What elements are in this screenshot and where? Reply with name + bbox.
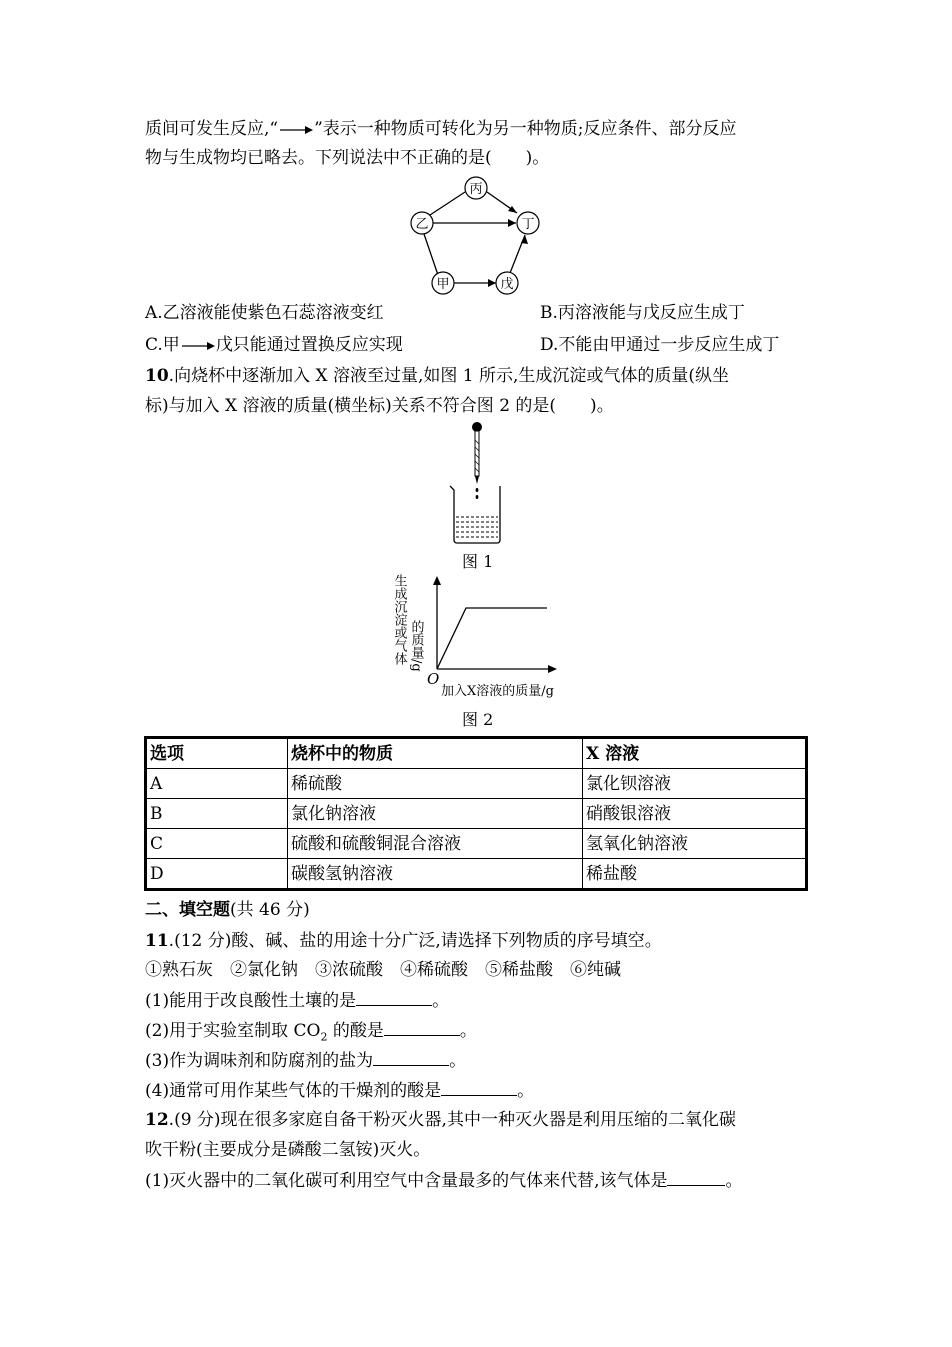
table-cell: 稀盐酸 [583, 859, 807, 890]
period: 。 [449, 1051, 467, 1071]
fig2-ylabel-1: 生成沉淀或气体 [391, 574, 407, 665]
table-cell: 硫酸和硫酸铜混合溶液 [288, 829, 583, 859]
q11-sub1-text: (1)能用于改良酸性土壤的是 [145, 991, 357, 1011]
q9-option-b: B.丙溶液能与戊反应生成丁 [540, 303, 745, 323]
q11-sub3-text: (3)作为调味剂和防腐剂的盐为 [145, 1051, 374, 1071]
table-cell: B [146, 799, 288, 829]
table-cell: 碳酸氢钠溶液 [288, 859, 583, 890]
q9-intro-text-a: 质间可发生反应,“ [145, 119, 279, 139]
q11-sub2 [145, 1019, 477, 1048]
q9-option-c-post: 戊只能通过置换反应实现 [215, 335, 403, 355]
q9-intro-line2: 物与生成物均已略去。下列说法中不正确的是( )。 [145, 148, 550, 168]
q9-option-a: A.乙溶液能使紫色石蕊溶液变红 [145, 303, 384, 323]
q11-sub2-text-b: 的酸是 [327, 1021, 384, 1041]
figure1-caption: 图 1 [462, 552, 494, 571]
q9-option-d: D.不能由甲通过一步反应生成丁 [540, 335, 780, 355]
q11-sub3 [145, 1049, 466, 1072]
figure2-graph [385, 572, 570, 702]
q12-line1-text: .(9 分)现在很多家庭自备干粉灭火器,其中一种灭火器是利用压缩的二氧化碳 [168, 1110, 736, 1130]
q11-sub4 [145, 1079, 534, 1102]
fig2-origin: O [427, 670, 440, 688]
table-cell: 硝酸银溶液 [583, 799, 807, 829]
q10-options-table [144, 736, 808, 891]
section2-score: (共 46 分) [230, 900, 310, 920]
arrow-head [488, 279, 496, 287]
figure2-caption: 图 2 [462, 710, 494, 729]
q9-option-c [145, 334, 403, 356]
table-row [146, 859, 807, 890]
period: 。 [459, 1021, 477, 1041]
q10-number: 10 [145, 366, 169, 386]
table-cell: 氢氧化钠溶液 [583, 829, 807, 859]
arrow-icon [278, 124, 314, 136]
q12-sub1-text: (1)灭火器中的二氧化碳可利用空气中含量最多的气体来代替,该气体是 [145, 1171, 668, 1191]
table-row [146, 769, 807, 799]
q11-number: 11 [145, 931, 169, 951]
answer-blank[interactable] [441, 1079, 517, 1096]
table-header-cell: 选项 [146, 738, 288, 769]
table-row [146, 799, 807, 829]
q11-intro-text: .(12 分)酸、碱、盐的用途十分广泛,请选择下列物质的序号填空。 [168, 931, 662, 951]
table-cell: 氯化钡溶液 [583, 769, 807, 799]
table-header-cell: 烧杯中的物质 [288, 738, 583, 769]
answer-blank[interactable] [356, 989, 432, 1006]
period: 。 [432, 991, 450, 1011]
q12-number: 12 [145, 1110, 169, 1130]
node-jia: 甲 [436, 277, 450, 292]
q11-choices: ①熟石灰 ②氯化钠 ③浓硫酸 ④稀硫酸 ⑤稀盐酸 ⑥纯碱 [145, 960, 621, 980]
table-cell: A [146, 769, 288, 799]
q9-intro-text-b: ”表示一种物质可转化为另一种物质;反应条件、部分反应 [314, 119, 737, 139]
subscript: 2 [320, 1030, 328, 1044]
node-yi: 乙 [415, 217, 429, 232]
q11-sub2-text: (2)用于实验室制取 CO [145, 1021, 321, 1041]
section2-title: 二、填空题 [145, 900, 230, 920]
table-cell: 稀硫酸 [288, 769, 583, 799]
node-ding: 丁 [521, 217, 535, 232]
q9-intro-line1 [145, 118, 737, 140]
table-row [146, 829, 807, 859]
table-header-row [146, 738, 807, 769]
table-header-cell: X 溶液 [583, 738, 807, 769]
arrow-icon [180, 340, 216, 352]
table-cell: C [146, 829, 288, 859]
period: 。 [725, 1171, 743, 1191]
q11-sub1 [145, 989, 449, 1012]
table-cell: 氯化钠溶液 [288, 799, 583, 829]
q11-intro [145, 930, 662, 952]
q9-option-c-pre: C.甲 [145, 335, 180, 355]
q12-line2: 吹干粉(主要成分是磷酸二氢铵)灭火。 [145, 1140, 431, 1160]
q10-line1 [145, 365, 729, 387]
answer-blank[interactable] [384, 1019, 460, 1036]
fig2-ylabel-2: 的质量/g [408, 620, 424, 672]
table-cell: D [146, 859, 288, 890]
node-bing: 丙 [469, 182, 483, 197]
arrow-head [521, 235, 528, 244]
fig2-xlabel: 加入X溶液的质量/g [441, 684, 554, 699]
arrow-head [508, 219, 516, 227]
q12-sub1 [145, 1169, 742, 1192]
section2-heading [145, 899, 310, 921]
figure1-beaker [440, 420, 520, 548]
q10-line1-text: .向烧杯中逐渐加入 X 溶液至过量,如图 1 所示,生成沉淀或气体的质量(纵坐 [168, 366, 730, 386]
q12-line1 [145, 1109, 736, 1131]
answer-blank[interactable] [373, 1049, 449, 1066]
period: 。 [517, 1081, 535, 1101]
q11-sub4-text: (4)通常可用作某些气体的干燥剂的酸是 [145, 1081, 442, 1101]
node-wu: 戊 [500, 277, 514, 292]
q10-line2: 标)与加入 X 溶液的质量(横坐标)关系不符合图 2 的是( )。 [145, 396, 614, 416]
answer-blank[interactable] [667, 1169, 725, 1186]
q9-reaction-diagram [400, 172, 550, 302]
